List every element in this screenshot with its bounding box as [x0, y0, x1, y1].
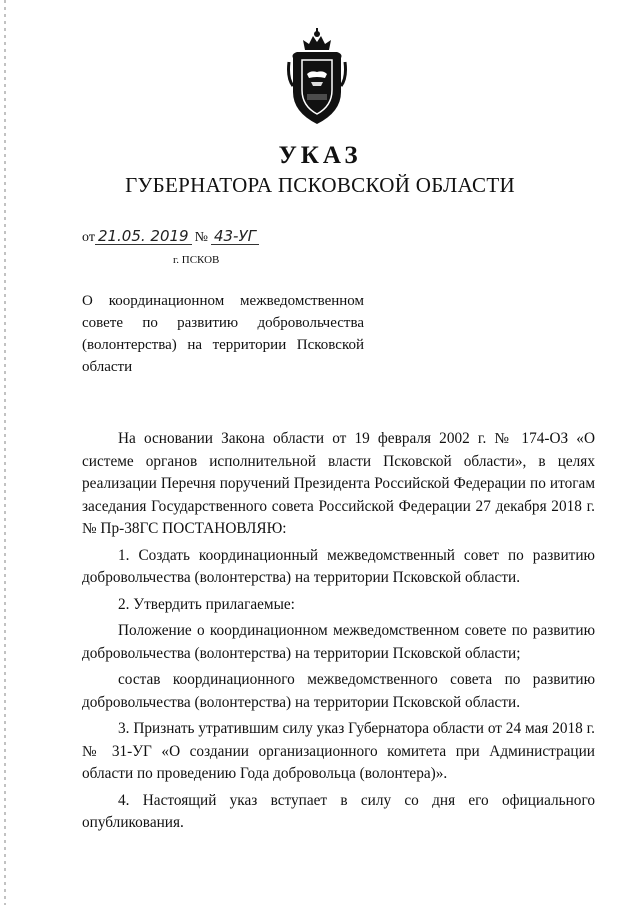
- city-label: г. ПСКОВ: [173, 254, 220, 266]
- document-subtitle: ГУБЕРНАТОРА ПСКОВСКОЙ ОБЛАСТИ: [125, 173, 515, 197]
- paragraph-item-4: 4. Настоящий указ вступает в силу со дня его официального опубликования.: [82, 791, 595, 831]
- handwritten-number: 43-УГ: [211, 228, 259, 245]
- paragraph-item-3: 3. Признать утратившим силу указ Губернатора области от 24 мая 2018 г. № 31-УГ «О создании организационного комитета при Администрации области по проведению Года добровольца (волонтера)».: [82, 720, 595, 782]
- date-prefix: от: [82, 230, 95, 245]
- scan-edge-marks: [4, 0, 6, 905]
- document-title: УКАЗ: [278, 142, 362, 169]
- paragraph-item-1: 1. Создать координационный межведомственный совет по развитию добровольчества (волонтерства) на территории Псковской области.: [82, 546, 595, 586]
- handwritten-date: 21.05. 2019: [95, 228, 192, 245]
- number-prefix: №: [194, 230, 208, 245]
- coat-of-arms-icon: [287, 28, 347, 128]
- paragraph-item-2-b: состав координационного межведомственного совета по развитию добровольчества (волонтерства) на территории Псковской области.: [82, 671, 595, 711]
- paragraph-item-2: 2. Утвердить прилагаемые:: [118, 595, 295, 613]
- paragraph-preamble: На основании Закона области от 19 февраля 2002 г. № 174-ОЗ «О системе органов исполнительной власти Псковской области», в целях реализации Перечня поручений Президента Российской Федерации по итогам заседания Государственного совета Российской Федерации 27 декабря 2018 г. № Пр-38ГС ПОСТАНОВЛЯЮ:: [82, 430, 595, 537]
- document-heading: О координационном межведомственном совете по развитию добровольчества (волонтерства) на территории Псковской области: [82, 293, 364, 375]
- date-number-line: [82, 228, 259, 246]
- document-body: [82, 428, 595, 835]
- paragraph-item-2-a: Положение о координационном межведомственном совете по развитию добровольчества (волонтерства) на территории Псковской области;: [82, 622, 595, 662]
